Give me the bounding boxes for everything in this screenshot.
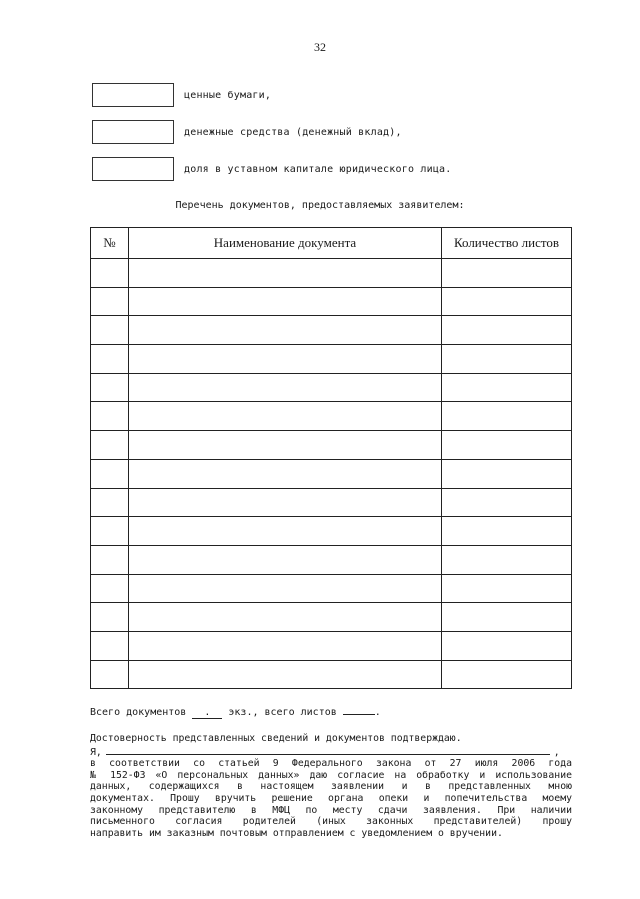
- table-row: [91, 373, 572, 402]
- document-name-cell[interactable]: [129, 431, 442, 460]
- document-name-cell[interactable]: [129, 316, 442, 345]
- row-number-cell[interactable]: [91, 259, 129, 288]
- row-number-cell[interactable]: [91, 287, 129, 316]
- sheet-count-cell[interactable]: [442, 459, 572, 488]
- table-row: [91, 660, 572, 689]
- row-number-cell[interactable]: [91, 316, 129, 345]
- table-row: [91, 631, 572, 660]
- row-number-cell[interactable]: [91, 660, 129, 689]
- funds-checkbox[interactable]: [92, 120, 174, 144]
- consent-line-3: данных, содержащихся в настоящем заявлении и в представленных мною: [90, 781, 572, 793]
- sheet-count-cell[interactable]: [442, 660, 572, 689]
- share-label: доля в уставном капитале юридического лица.: [184, 163, 452, 175]
- table-row: [91, 488, 572, 517]
- applicant-name-field[interactable]: [106, 745, 550, 755]
- table-row: [91, 545, 572, 574]
- checkbox-row-funds: [92, 119, 402, 145]
- sheet-count-cell[interactable]: [442, 603, 572, 632]
- table-row: [91, 603, 572, 632]
- document-name-cell[interactable]: [129, 373, 442, 402]
- applicant-prefix: Я,: [90, 746, 102, 758]
- checkbox-row-share: [92, 156, 451, 182]
- document-name-cell[interactable]: [129, 402, 442, 431]
- sheet-count-cell[interactable]: [442, 545, 572, 574]
- consent-last-line: направить им заказным почтовым отправлением с уведомлением о вручении.: [90, 827, 503, 839]
- row-number-cell[interactable]: [91, 345, 129, 374]
- row-number-cell[interactable]: [91, 631, 129, 660]
- table-row: [91, 459, 572, 488]
- column-number-header: №: [91, 228, 129, 259]
- sheet-count-cell[interactable]: [442, 402, 572, 431]
- documents-table: [90, 227, 572, 689]
- totals-middle: экз., всего листов: [228, 707, 337, 718]
- consent-line-5: законному представителю в МФЦ по месту сдачи заявления. При наличии: [90, 804, 572, 816]
- document-name-cell[interactable]: [129, 345, 442, 374]
- table-header-row: [91, 228, 572, 259]
- sheets-count-field[interactable]: [343, 714, 375, 715]
- sheet-count-cell[interactable]: [442, 259, 572, 288]
- table-row: [91, 316, 572, 345]
- copies-count-field[interactable]: .: [192, 707, 222, 719]
- consent-line-2: № 152-ФЗ «О персональных данных» даю согласие на обработку и использование: [90, 769, 572, 781]
- documents-list-heading: Перечень документов, предоставляемых заявителем:: [175, 200, 465, 211]
- consent-line-6: письменного согласия родителей (иных законных представителей) прошу: [90, 816, 572, 828]
- document-name-cell[interactable]: [129, 660, 442, 689]
- column-name-header: Наименование документа: [129, 228, 442, 259]
- sheet-count-cell[interactable]: [442, 373, 572, 402]
- funds-label: денежные средства (денежный вклад),: [184, 126, 402, 138]
- table-row: [91, 431, 572, 460]
- sheet-count-cell[interactable]: [442, 287, 572, 316]
- table-row: [91, 574, 572, 603]
- consent-line-1: в соответствии со статьей 9 Федерального закона от 27 июля 2006 года: [90, 758, 572, 770]
- consent-line-4: документах. Прошу вручить решение органа опеки и попечительства моему: [90, 792, 572, 804]
- table-row: [91, 259, 572, 288]
- table-row: [91, 517, 572, 546]
- totals-prefix: Всего документов: [90, 707, 187, 718]
- document-name-cell[interactable]: [129, 259, 442, 288]
- share-checkbox[interactable]: [92, 157, 174, 181]
- page-number: 32: [314, 40, 326, 54]
- document-name-cell[interactable]: [129, 459, 442, 488]
- totals-suffix: .: [374, 707, 381, 718]
- applicant-name-line: [90, 745, 572, 759]
- document-name-cell[interactable]: [129, 603, 442, 632]
- sheet-count-cell[interactable]: [442, 345, 572, 374]
- row-number-cell[interactable]: [91, 574, 129, 603]
- checkbox-row-securities: [92, 82, 271, 108]
- row-number-cell[interactable]: [91, 373, 129, 402]
- table-row: [91, 287, 572, 316]
- confirmation-line: Достоверность представленных сведений и документов подтверждаю.: [90, 733, 462, 744]
- document-name-cell[interactable]: [129, 574, 442, 603]
- table-row: [91, 402, 572, 431]
- column-sheets-header: Количество листов: [442, 228, 572, 259]
- sheet-count-cell[interactable]: [442, 488, 572, 517]
- row-number-cell[interactable]: [91, 402, 129, 431]
- totals-line: [90, 707, 381, 719]
- row-number-cell[interactable]: [91, 431, 129, 460]
- row-number-cell[interactable]: [91, 603, 129, 632]
- applicant-suffix: ,: [553, 746, 560, 758]
- table-row: [91, 345, 572, 374]
- securities-label: ценные бумаги,: [184, 89, 272, 101]
- sheet-count-cell[interactable]: [442, 431, 572, 460]
- row-number-cell[interactable]: [91, 459, 129, 488]
- sheet-count-cell[interactable]: [442, 574, 572, 603]
- consent-block: [90, 733, 572, 839]
- document-name-cell[interactable]: [129, 517, 442, 546]
- row-number-cell[interactable]: [91, 488, 129, 517]
- sheet-count-cell[interactable]: [442, 316, 572, 345]
- document-name-cell[interactable]: [129, 631, 442, 660]
- sheet-count-cell[interactable]: [442, 631, 572, 660]
- sheet-count-cell[interactable]: [442, 517, 572, 546]
- document-name-cell[interactable]: [129, 545, 442, 574]
- document-name-cell[interactable]: [129, 488, 442, 517]
- row-number-cell[interactable]: [91, 517, 129, 546]
- row-number-cell[interactable]: [91, 545, 129, 574]
- document-name-cell[interactable]: [129, 287, 442, 316]
- documents-table-body: [91, 259, 572, 689]
- securities-checkbox[interactable]: [92, 83, 174, 107]
